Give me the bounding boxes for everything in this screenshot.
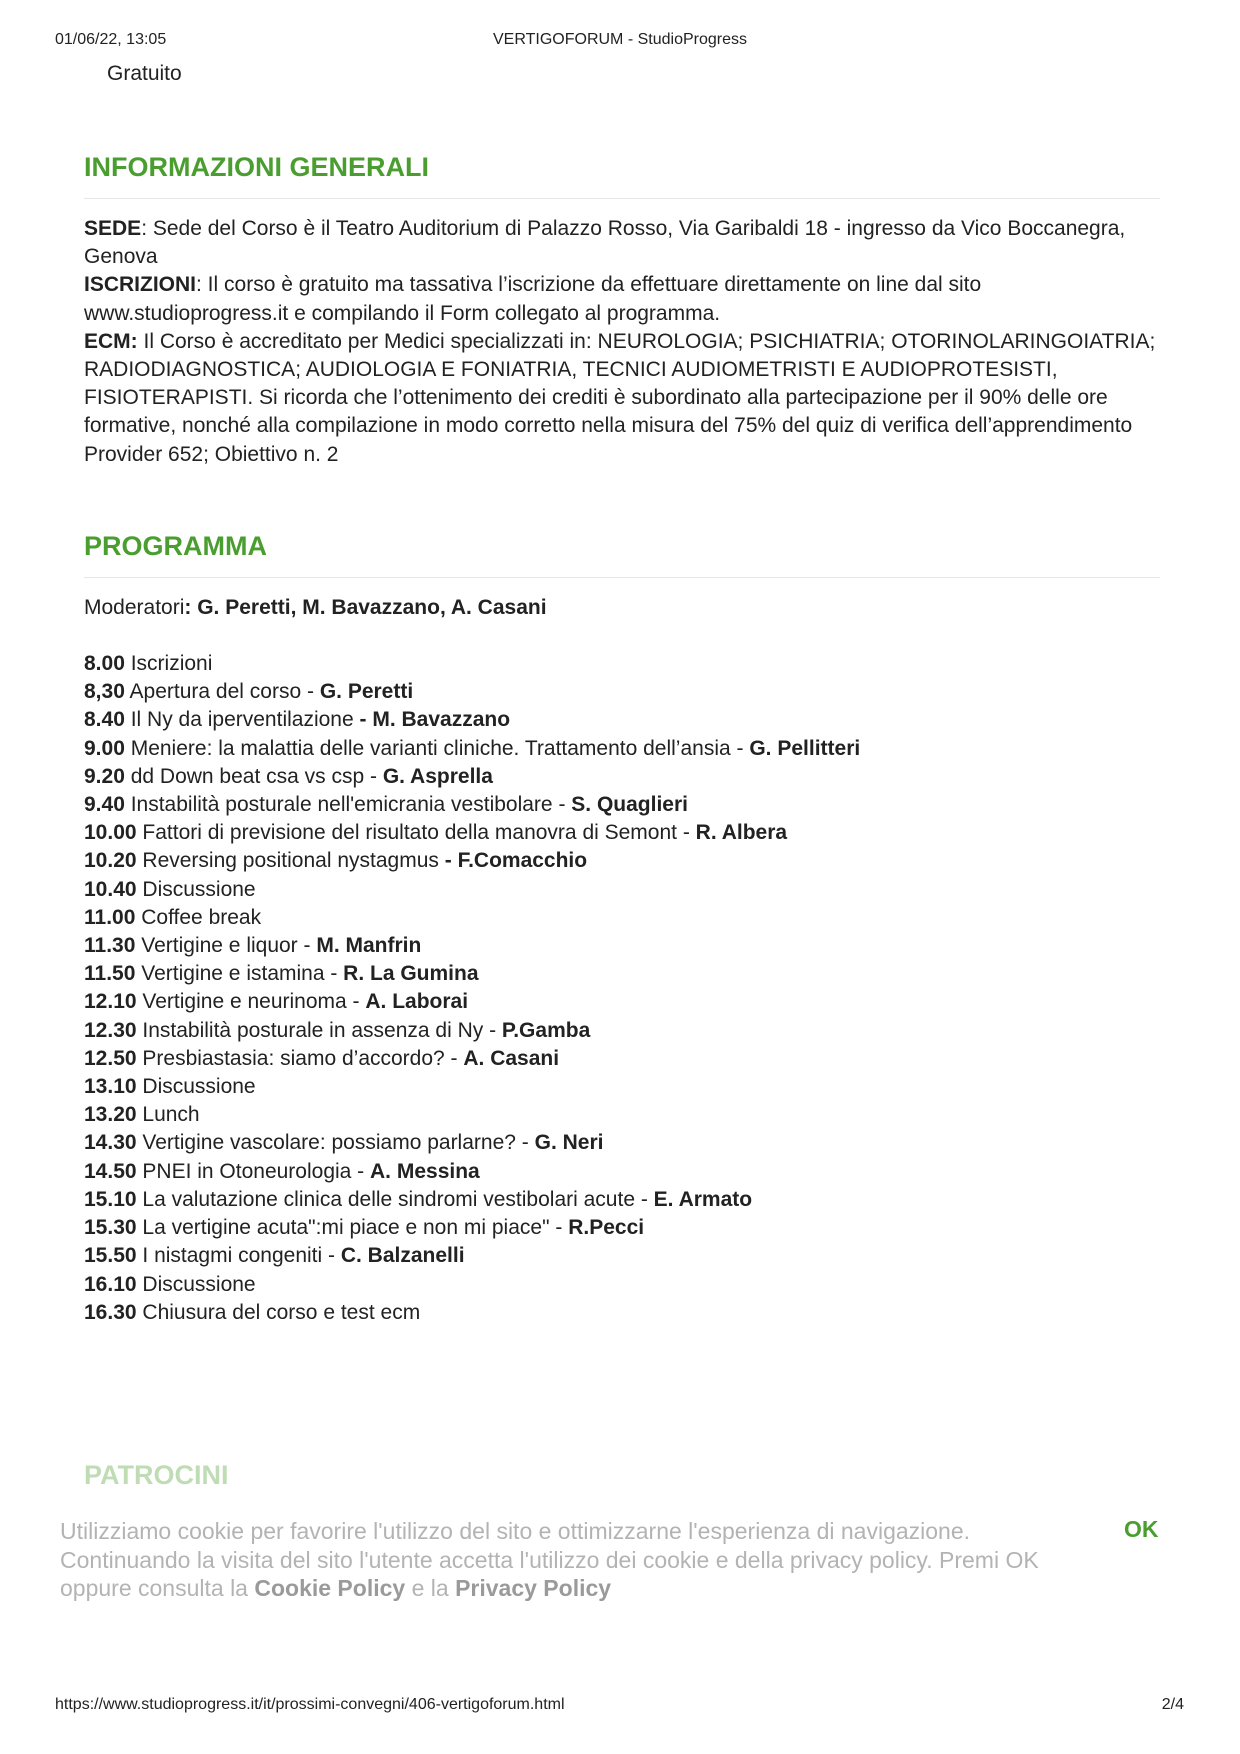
program-item <box>84 1045 1160 1073</box>
program-item <box>84 1242 1160 1270</box>
program-item-time: 13.20 <box>84 1103 137 1127</box>
program-item-speaker: M. Bavazzano <box>372 708 511 732</box>
program-item <box>84 1073 1160 1101</box>
ecm-text: Il Corso è accreditato per Medici specializzati in: NEUROLOGIA; PSICHIATRIA; OTORINOLARINGOIATRIA; RADIODIAGNOSTICA; AUDIOLOGIA E FONIATRIA, TECNICI AUDIOMETRISTI E AUDIOPROTESISTI, FISIOTERAPISTI. Si ricorda che l’ottenimento dei crediti è subordinato alla partecipazione per il 90% delle ore formative, nonché alla compilazione in modo corretto nella misura del 75% del quiz di verifica dell’apprendimento <box>84 329 1156 438</box>
print-header <box>0 0 1240 80</box>
program-item <box>84 876 1160 904</box>
program-item-title: Vertigine e neurinoma - <box>136 990 366 1014</box>
program-item-separator: - <box>353 708 373 732</box>
program-item <box>84 791 1160 819</box>
provider-text: Provider 652; Obiettivo n. 2 <box>84 442 339 466</box>
program-item-title: PNEI in Otoneurologia - <box>136 1159 371 1183</box>
price-label: Gratuito <box>107 62 182 85</box>
program-item-time: 12.50 <box>84 1046 137 1070</box>
program-item-title: Presbiastasia: siamo d’accordo? - <box>136 1046 464 1070</box>
program-item <box>84 1158 1160 1186</box>
ecm-label: ECM: <box>84 329 138 353</box>
program-item-speaker: G. Pellitteri <box>749 736 861 760</box>
program-item-time: 9.00 <box>84 736 125 760</box>
program-item <box>84 1017 1160 1045</box>
program-item-speaker: G. Asprella <box>382 764 493 788</box>
cookie-text-main: Utilizziamo cookie per favorire l'utilizzo del sito e ottimizzarne l'esperienza di navigazione. Continuando la visita del sito l'utente accetta l'utilizzo dei cookie e della privacy policy. Premi OK oppure consulta la <box>60 1518 1039 1601</box>
program-item-separator: - <box>438 849 458 873</box>
program-item-time: 15.30 <box>84 1216 137 1240</box>
moderators-names: : G. Peretti, M. Bavazzano, A. Casani <box>184 595 547 619</box>
program-item-speaker: C. Balzanelli <box>340 1244 465 1268</box>
cookie-policy-link[interactable]: Cookie Policy <box>254 1575 406 1601</box>
general-info-title: INFORMAZIONI GENERALI <box>84 152 429 182</box>
program-item-speaker: S. Quaglieri <box>571 793 688 817</box>
program-item <box>84 932 1160 960</box>
program-item-time: 16.10 <box>84 1272 137 1296</box>
program-item-speaker: R. Albera <box>695 821 788 845</box>
program-item-speaker: P.Gamba <box>501 1018 591 1042</box>
print-page-number: 2/4 <box>1161 1696 1184 1713</box>
program-item-title: Discussione <box>136 1272 256 1296</box>
program-item <box>84 1271 1160 1299</box>
program-item-title: Coffee break <box>135 905 262 929</box>
cookie-text-and: e la <box>405 1575 456 1601</box>
sede-text: : Sede del Corso è il Teatro Auditorium di Palazzo Rosso, Via Garibaldi 18 - ingresso da Vico Boccanegra, Genova <box>84 217 1126 269</box>
program-item-time: 8.00 <box>84 652 125 676</box>
program-item-time: 16.30 <box>84 1300 137 1324</box>
moderators-label: Moderatori <box>84 595 185 619</box>
iscrizioni-label: ISCRIZIONI <box>84 273 197 297</box>
program-item <box>84 960 1160 988</box>
program-item-speaker: E. Armato <box>653 1187 753 1211</box>
program-item-title: Reversing positional nystagmus <box>136 849 439 873</box>
program-item-title: Apertura del corso - <box>124 680 320 704</box>
program-item-speaker: R.Pecci <box>568 1216 645 1240</box>
program-item-title: dd Down beat csa vs csp - <box>124 764 383 788</box>
iscrizioni-paragraph <box>84 271 1160 327</box>
program-item-time: 12.30 <box>84 1018 137 1042</box>
program-item-title: Meniere: la malattia delle varianti cliniche. Trattamento dell’ansia - <box>124 736 750 760</box>
program-item-time: 15.50 <box>84 1244 137 1268</box>
program-item-speaker: M. Manfrin <box>316 934 422 958</box>
program-section <box>84 529 1160 1327</box>
program-item-title: Il Ny da iperventilazione <box>124 708 354 732</box>
program-item-title: Vertigine vascolare: possiamo parlarne? - <box>136 1131 535 1155</box>
program-item-time: 10.20 <box>84 849 137 873</box>
program-item-time: 11.00 <box>84 905 136 929</box>
program-title: PROGRAMMA <box>84 530 267 561</box>
program-item-time: 8.40 <box>84 708 125 732</box>
program-item-time: 12.10 <box>84 990 137 1014</box>
program-item-title: Chiusura del corso e test ecm <box>136 1300 421 1324</box>
section-divider <box>84 577 1160 578</box>
program-item-time: 10.00 <box>84 821 137 845</box>
sede-paragraph <box>84 215 1160 271</box>
program-item-time: 11.30 <box>84 934 136 958</box>
program-item <box>84 1101 1160 1129</box>
program-item-title: La vertigine acuta":mi piace e non mi piace" - <box>136 1216 569 1240</box>
cookie-notice-text <box>60 1517 1060 1603</box>
program-item-title: Iscrizioni <box>124 652 213 676</box>
program-item-speaker: A. Messina <box>370 1159 480 1183</box>
program-item-time: 15.10 <box>84 1187 137 1211</box>
cookie-consent-bar <box>0 1502 1240 1652</box>
program-item-time: 14.30 <box>84 1131 137 1155</box>
program-item <box>84 1214 1160 1242</box>
program-item-time: 9.40 <box>84 793 125 817</box>
program-item-title: Lunch <box>136 1103 200 1127</box>
general-info-section <box>84 150 1160 469</box>
section-divider <box>84 198 1160 199</box>
privacy-policy-link[interactable]: Privacy Policy <box>455 1575 612 1601</box>
program-item-title: Vertigine e liquor - <box>135 934 317 958</box>
program-schedule-list <box>84 650 1160 1327</box>
program-item <box>84 847 1160 875</box>
program-item-speaker: F.Comacchio <box>457 849 588 873</box>
program-item-title: Discussione <box>136 877 256 901</box>
print-page-title: VERTIGOFORUM - StudioProgress <box>493 31 747 48</box>
program-item <box>84 650 1160 678</box>
iscrizioni-text: : Il corso è gratuito ma tassativa l’iscrizione da effettuare direttamente on line dal sito www.studioprogress.it e compilando il Form collegato al programma. <box>84 273 982 325</box>
print-footer <box>0 1696 1240 1726</box>
patrocini-title: PATROCINI <box>84 1460 229 1490</box>
program-item <box>84 1129 1160 1157</box>
program-item-time: 11.50 <box>84 962 136 986</box>
program-item <box>84 735 1160 763</box>
sede-label: SEDE <box>84 217 142 240</box>
program-item-time: 8,30 <box>84 680 125 704</box>
main-content <box>84 150 1160 1327</box>
program-item-speaker: G. Neri <box>534 1131 604 1155</box>
program-item-title: Fattori di previsione del risultato della manovra di Semont - <box>136 821 696 845</box>
program-item <box>84 678 1160 706</box>
program-item-time: 14.50 <box>84 1159 137 1183</box>
moderators-line <box>84 594 1160 622</box>
program-item-speaker: A. Laborai <box>365 990 469 1014</box>
program-item-time: 13.10 <box>84 1075 137 1099</box>
program-item <box>84 904 1160 932</box>
program-item-title: La valutazione clinica delle sindromi vestibolari acute - <box>136 1187 654 1211</box>
cookie-ok-button[interactable]: OK <box>1124 1516 1159 1542</box>
print-datetime: 01/06/22, 13:05 <box>55 31 167 48</box>
program-item-time: 10.40 <box>84 877 137 901</box>
program-item-title: Vertigine e istamina - <box>135 962 344 986</box>
program-item <box>84 1299 1160 1327</box>
program-item-title: Instabilità posturale in assenza di Ny - <box>136 1018 502 1042</box>
program-item-title: Instabilità posturale nell'emicrania vestibolare - <box>124 793 572 817</box>
program-item-time: 9.20 <box>84 764 125 788</box>
program-item-speaker: R. La Gumina <box>343 962 479 986</box>
program-item <box>84 1186 1160 1214</box>
program-item <box>84 988 1160 1016</box>
program-item-speaker: G. Peretti <box>319 680 414 704</box>
program-item-speaker: A. Casani <box>463 1046 560 1070</box>
program-item <box>84 819 1160 847</box>
print-url: https://www.studioprogress.it/it/prossimi-convegni/406-vertigoforum.html <box>55 1696 565 1713</box>
ecm-paragraph <box>84 328 1160 441</box>
program-item-title: Discussione <box>136 1075 256 1099</box>
program-item-title: I nistagmi congeniti - <box>136 1244 341 1268</box>
program-item <box>84 763 1160 791</box>
program-item <box>84 706 1160 734</box>
